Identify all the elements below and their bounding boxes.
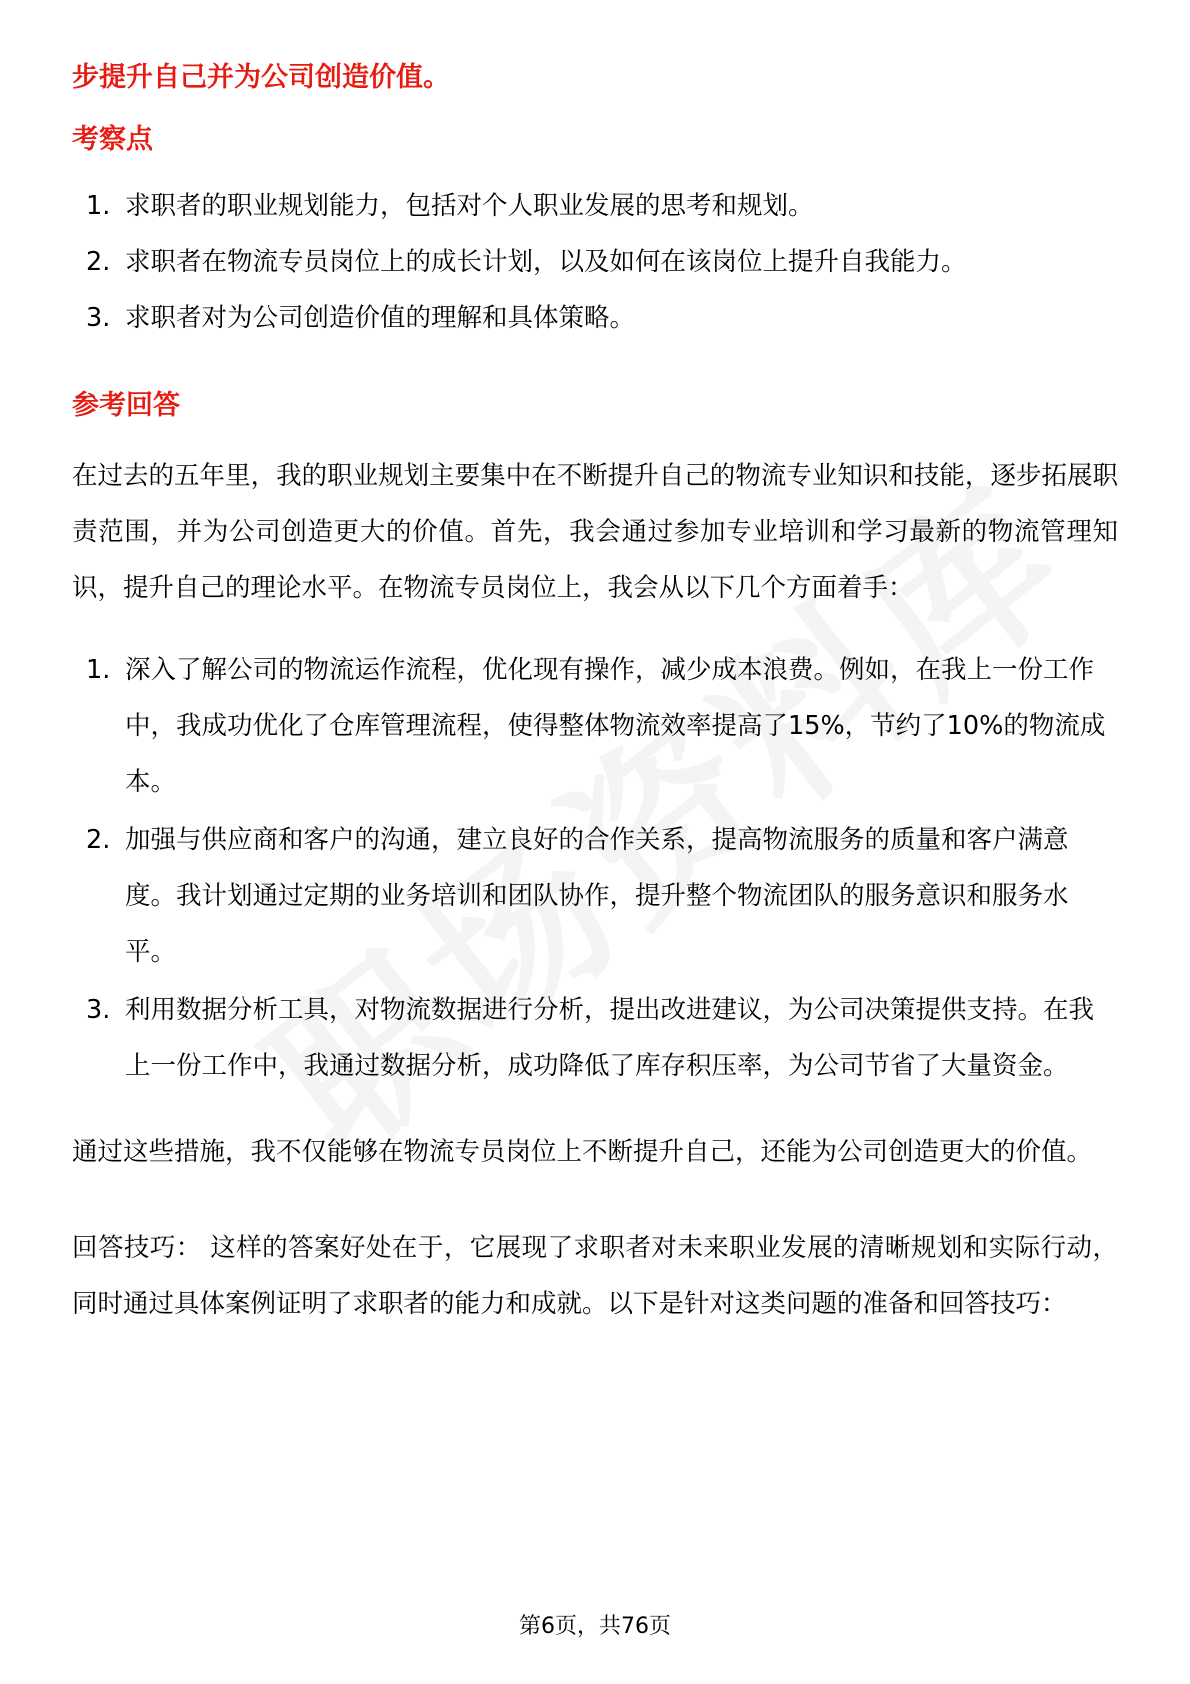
answer-list (72, 642, 1118, 1094)
list-item (72, 812, 1118, 980)
list-number: 1. (86, 191, 111, 221)
page-footer: 第6页，共76页 (519, 1614, 671, 1639)
lead-line: 步提升自己并为公司创造价值。 (72, 62, 450, 93)
section-title-answer: 参考回答 (72, 390, 180, 421)
list-item (72, 178, 1118, 234)
list-item (72, 642, 1118, 810)
list-text: 深入了解公司的物流运作流程，优化现有操作，减少成本浪费。例如，在我上一份工作中，我成功优化了仓库管理流程，使得整体物流效率提高了15%，节约了10%的物流成本。 (125, 655, 1106, 797)
list-number: 1. (86, 655, 111, 685)
list-item (72, 290, 1118, 346)
list-text: 求职者在物流专员岗位上的成长计划，以及如何在该岗位上提升自我能力。 (125, 247, 967, 277)
section-title-observe: 考察点 (72, 124, 153, 155)
list-text: 求职者的职业规划能力，包括对个人职业发展的思考和规划。 (125, 191, 814, 221)
list-text: 求职者对为公司创造价值的理解和具体策略。 (125, 303, 636, 333)
list-number: 3. (86, 303, 111, 333)
list-number: 2. (86, 825, 111, 855)
observe-list (72, 178, 1118, 346)
list-text: 利用数据分析工具，对物流数据进行分析，提出改进建议，为公司决策提供支持。在我上一份工作中，我通过数据分析，成功降低了库存积压率，为公司节省了大量资金。 (125, 995, 1095, 1081)
answer-tips: 回答技巧： 这样的答案好处在于，它展现了求职者对未来职业发展的清晰规划和实际行动，同时通过具体案例证明了求职者的能力和成就。以下是针对这类问题的准备和回答技巧： (72, 1233, 1118, 1319)
answer-closing: 通过这些措施，我不仅能够在物流专员岗位上不断提升自己，还能为公司创造更大的价值。 (72, 1137, 1093, 1167)
list-number: 2. (86, 247, 111, 277)
page-content (72, 52, 1118, 1332)
list-item (72, 982, 1118, 1094)
answer-intro: 在过去的五年里，我的职业规划主要集中在不断提升自己的物流专业知识和技能，逐步拓展职责范围，并为公司创造更大的价值。首先，我会通过参加专业培训和学习最新的物流管理知识，提升自己的理论水平。在物流专员岗位上，我会从以下几个方面着手： (72, 461, 1118, 603)
list-number: 3. (86, 995, 111, 1025)
list-item (72, 234, 1118, 290)
list-text: 加强与供应商和客户的沟通，建立良好的合作关系，提高物流服务的质量和客户满意度。我计划通过定期的业务培训和团队协作，提升整个物流团队的服务意识和服务水平。 (125, 825, 1069, 967)
